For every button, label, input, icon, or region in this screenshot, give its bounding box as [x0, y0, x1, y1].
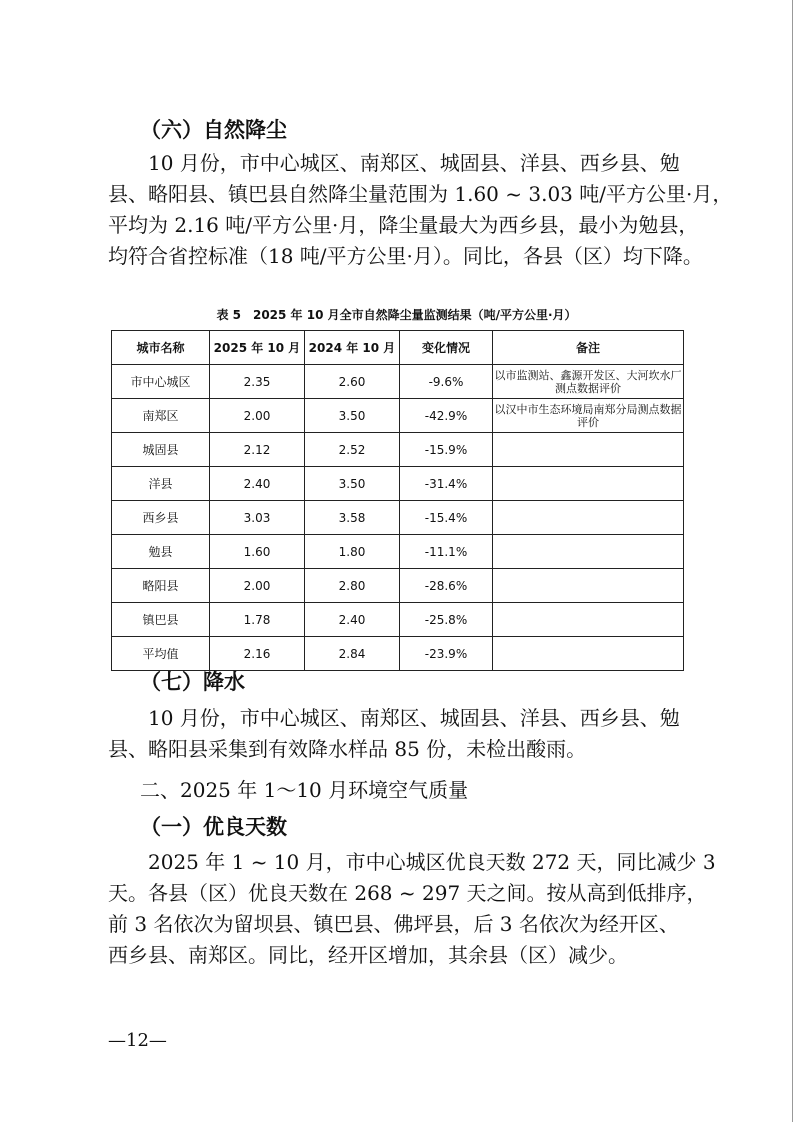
- table-cell-note: [493, 433, 684, 467]
- table-cell-note: [493, 535, 684, 569]
- table-cell: -28.6%: [400, 569, 493, 603]
- table-cell: 勉县: [112, 535, 210, 569]
- table-cell: 洋县: [112, 467, 210, 501]
- table-cell: 平均值: [112, 637, 210, 671]
- text-line: 均符合省控标准（18 吨/平方公里·月）。同比，各县（区）均下降。: [108, 244, 703, 268]
- table-cell: 城固县: [112, 433, 210, 467]
- table-cell: 3.50: [305, 467, 400, 501]
- table-cell: 南郑区: [112, 399, 210, 433]
- table-cell: 镇巴县: [112, 603, 210, 637]
- table-cell: 2.12: [210, 433, 305, 467]
- table-cell: 1.60: [210, 535, 305, 569]
- table-cell: -9.6%: [400, 365, 493, 399]
- text-line: 平均为 2.16 吨/平方公里·月，降尘量最大为西乡县，最小为勉县，: [108, 213, 699, 237]
- section-heading-good-days: （一）优良天数: [140, 815, 287, 839]
- paragraph-good-days: [108, 847, 716, 971]
- table-cell: -23.9%: [400, 637, 493, 671]
- table-cell: -25.8%: [400, 603, 493, 637]
- table-row: [112, 399, 684, 433]
- table-cell: -15.4%: [400, 501, 493, 535]
- paragraph-precipitation: [108, 703, 698, 765]
- table-header-cell: 城市名称: [112, 331, 210, 365]
- table-cell: 2.40: [305, 603, 400, 637]
- table-cell: 2.40: [210, 467, 305, 501]
- table-cell-note: 以市监测站、鑫源开发区、大河坎水厂测点数据评价: [493, 365, 684, 399]
- table-header-cell: 2024 年 10 月: [305, 331, 400, 365]
- table-cell-note: [493, 501, 684, 535]
- dust-results-table: [111, 330, 684, 671]
- table-cell: 市中心城区: [112, 365, 210, 399]
- table-cell: 2.80: [305, 569, 400, 603]
- part-heading-air-quality: 二、2025 年 1～10 月环境空气质量: [140, 778, 469, 802]
- table-cell-note: [493, 569, 684, 603]
- table-cell: 2.52: [305, 433, 400, 467]
- page-number: —12—: [108, 1030, 167, 1051]
- table-cell: 略阳县: [112, 569, 210, 603]
- table-cell-note: [493, 637, 684, 671]
- table-cell: 2.16: [210, 637, 305, 671]
- text-line: 2025 年 1 ~ 10 月，市中心城区优良天数 272 天，同比减少 3: [148, 850, 716, 874]
- table-row: [112, 637, 684, 671]
- table-cell: 3.03: [210, 501, 305, 535]
- text-line: 10 月份，市中心城区、南郑区、城固县、洋县、西乡县、勉: [148, 151, 680, 175]
- table-cell: 1.78: [210, 603, 305, 637]
- table-row: [112, 535, 684, 569]
- table-header-cell: 备注: [493, 331, 684, 365]
- text-line: 县、略阳县、镇巴县自然降尘量范围为 1.60 ~ 3.03 吨/平方公里·月，: [108, 182, 733, 206]
- text-line: 县、略阳县采集到有效降水样品 85 份，未检出酸雨。: [108, 737, 587, 761]
- table-cell: 3.58: [305, 501, 400, 535]
- text-line: 10 月份，市中心城区、南郑区、城固县、洋县、西乡县、勉: [148, 706, 680, 730]
- table-row: [112, 569, 684, 603]
- table-row: [112, 467, 684, 501]
- table-cell: 2.84: [305, 637, 400, 671]
- table-cell: 1.80: [305, 535, 400, 569]
- table-header-row: [112, 331, 684, 365]
- table-row: [112, 501, 684, 535]
- table-cell: -15.9%: [400, 433, 493, 467]
- table-cell: 西乡县: [112, 501, 210, 535]
- section-heading-precipitation: （七）降水: [140, 670, 245, 694]
- table-row: [112, 603, 684, 637]
- text-line: 西乡县、南郑区。同比，经开区增加，其余县（区）减少。: [108, 943, 628, 967]
- table-header-cell: 变化情况: [400, 331, 493, 365]
- table-cell: -11.1%: [400, 535, 493, 569]
- table-cell: 2.60: [305, 365, 400, 399]
- table-cell-note: [493, 467, 684, 501]
- section-heading-natural-dust: （六）自然降尘: [140, 118, 287, 142]
- table-header-cell: 2025 年 10 月: [210, 331, 305, 365]
- table-row: [112, 433, 684, 467]
- table-cell: 2.00: [210, 399, 305, 433]
- table-cell: 2.35: [210, 365, 305, 399]
- table-cell: -42.9%: [400, 399, 493, 433]
- text-line: 前 3 名依次为留坝县、镇巴县、佛坪县，后 3 名依次为经开区、: [108, 912, 679, 936]
- table-cell-note: [493, 603, 684, 637]
- table-cell-note: 以汉中市生态环境局南郑分局测点数据评价: [493, 399, 684, 433]
- table-cell: 3.50: [305, 399, 400, 433]
- table-cell: 2.00: [210, 569, 305, 603]
- table-cell: -31.4%: [400, 467, 493, 501]
- table-caption: 表 5 2025 年 10 月全市自然降尘量监测结果（吨/平方公里·月）: [216, 308, 577, 322]
- paragraph-natural-dust: [108, 148, 733, 272]
- text-line: 天。各县（区）优良天数在 268 ~ 297 天之间。按从高到低排序，: [108, 881, 707, 905]
- table-row: [112, 365, 684, 399]
